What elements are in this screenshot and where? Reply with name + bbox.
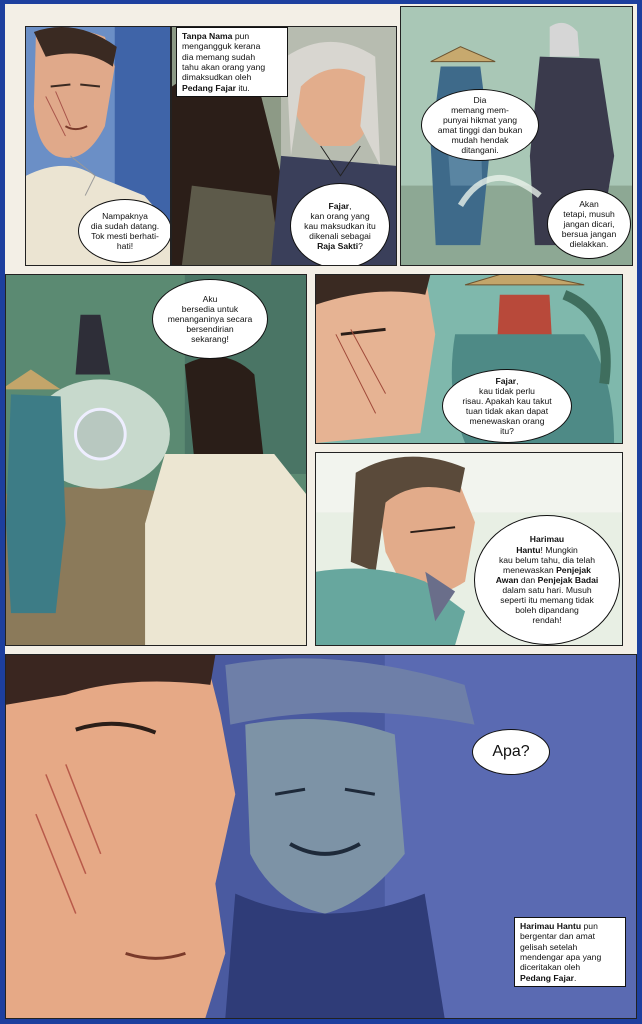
bubble-text: Apa? <box>492 742 530 760</box>
bubble-text: kau belum tahu, dia telah <box>498 554 596 565</box>
bubble-text: itu? <box>500 426 514 437</box>
bubble-line: bersendirian <box>186 324 234 335</box>
bubble-line: bersedia untuk <box>181 303 239 314</box>
caption-text: bergentar dan amat <box>520 931 596 942</box>
caption-text: dimaksudkan oleh <box>182 72 252 83</box>
bubble-line: Dia <box>473 94 487 105</box>
character-name: Pedang Fajar <box>520 972 574 983</box>
speech-bubble-p5 <box>442 369 572 443</box>
panel-4 <box>5 274 307 646</box>
bubble-line: Tok mesti berhati- <box>91 231 159 241</box>
bubble-text: menewaskan orang <box>469 416 545 427</box>
bubble-line: bersua jangan <box>561 229 617 240</box>
panel-1 <box>25 26 171 266</box>
bubble-text: boleh dipandang <box>515 605 579 616</box>
bubble-text: kau maksudkan itu <box>304 220 376 231</box>
bubble-text: dan <box>520 574 536 585</box>
bubble-line: mudah hendak <box>451 135 509 146</box>
bubble-line: hati! <box>116 241 134 252</box>
bubble-line: menanganinya secara <box>167 313 253 324</box>
bubble-text: rendah! <box>532 615 562 626</box>
caption-text: mengangguk kerana <box>182 41 261 52</box>
character-name: Pedang Fajar <box>182 82 236 93</box>
character-name: Hantu <box>516 544 541 555</box>
bubble-text: dalam satu hari. Musuh <box>502 585 592 596</box>
bubble-text: , <box>349 200 352 211</box>
bubble-text: kau tidak perlu <box>479 385 535 396</box>
character-name: Tanpa Nama <box>182 31 233 41</box>
caption-text: dia memang sudah <box>182 51 256 62</box>
narration-box-p7 <box>514 917 626 987</box>
speech-bubble-p3-2 <box>547 189 631 259</box>
character-name: Penjejak Badai <box>537 574 599 585</box>
caption-text: tahu akan orang yang <box>182 61 266 72</box>
caption-text: diceritakan oleh <box>520 962 581 973</box>
bubble-line: jangan dicari, <box>563 218 615 229</box>
bubble-line: tetapi, musuh <box>563 208 615 219</box>
speech-bubble-p3-1 <box>421 89 539 161</box>
bubble-text: menewaskan <box>503 564 554 575</box>
bubble-text: risau. Apakah kau takut <box>462 395 552 406</box>
panel-7 <box>5 654 637 1019</box>
caption-text: pun <box>234 31 250 41</box>
bubble-text: ? <box>358 241 363 252</box>
bubble-line: ditangani. <box>461 145 499 156</box>
character-name: Awan <box>495 574 519 585</box>
character-name: Harimau <box>529 534 565 545</box>
bubble-text: tuan tidak akan dapat <box>465 406 549 416</box>
bubble-line: Aku <box>202 293 218 304</box>
panel-5 <box>315 274 623 444</box>
character-name: Raja Sakti <box>317 241 359 252</box>
bubble-text: dikenali sebagai <box>309 231 371 242</box>
bubble-text: kan orang yang <box>310 210 370 221</box>
comic-page <box>5 4 637 1019</box>
bubble-line: amat tinggi dan bukan <box>437 125 523 135</box>
character-name: Fajar <box>328 200 350 211</box>
narration-box-p2 <box>176 27 288 97</box>
panel-6 <box>315 452 623 646</box>
speech-bubble-p4 <box>152 279 268 359</box>
caption-text: . <box>573 972 577 983</box>
caption-text: pun <box>583 921 598 931</box>
bubble-line: dia sudah datang. <box>90 220 160 231</box>
panel-3 <box>400 6 633 266</box>
bubble-line: sekarang! <box>191 334 229 345</box>
speech-bubble-p7 <box>472 729 550 775</box>
bubble-line: memang mem- <box>451 104 509 115</box>
bubble-line: punyai hikmat yang <box>442 114 518 125</box>
speech-bubble-p6 <box>474 515 620 645</box>
bubble-line: dielakkan. <box>569 239 609 250</box>
speech-bubble-p1 <box>78 199 171 263</box>
bubble-text: , <box>516 375 519 386</box>
caption-text: mendengar apa yang <box>520 951 602 962</box>
bubble-text: ! Mungkin <box>540 544 578 555</box>
bubble-line: Akan <box>579 198 599 209</box>
speech-bubble-p2 <box>290 183 390 266</box>
bubble-line: Nampaknya <box>102 210 148 221</box>
character-name: Harimau Hantu <box>520 921 582 931</box>
bubble-text: seperti itu memang tidak <box>500 595 594 606</box>
character-name: Fajar <box>495 375 517 386</box>
character-name: Penjejak <box>556 564 591 575</box>
caption-text: itu. <box>238 82 250 93</box>
panel-2 <box>171 26 397 266</box>
caption-text: gelisah setelah <box>520 941 578 952</box>
